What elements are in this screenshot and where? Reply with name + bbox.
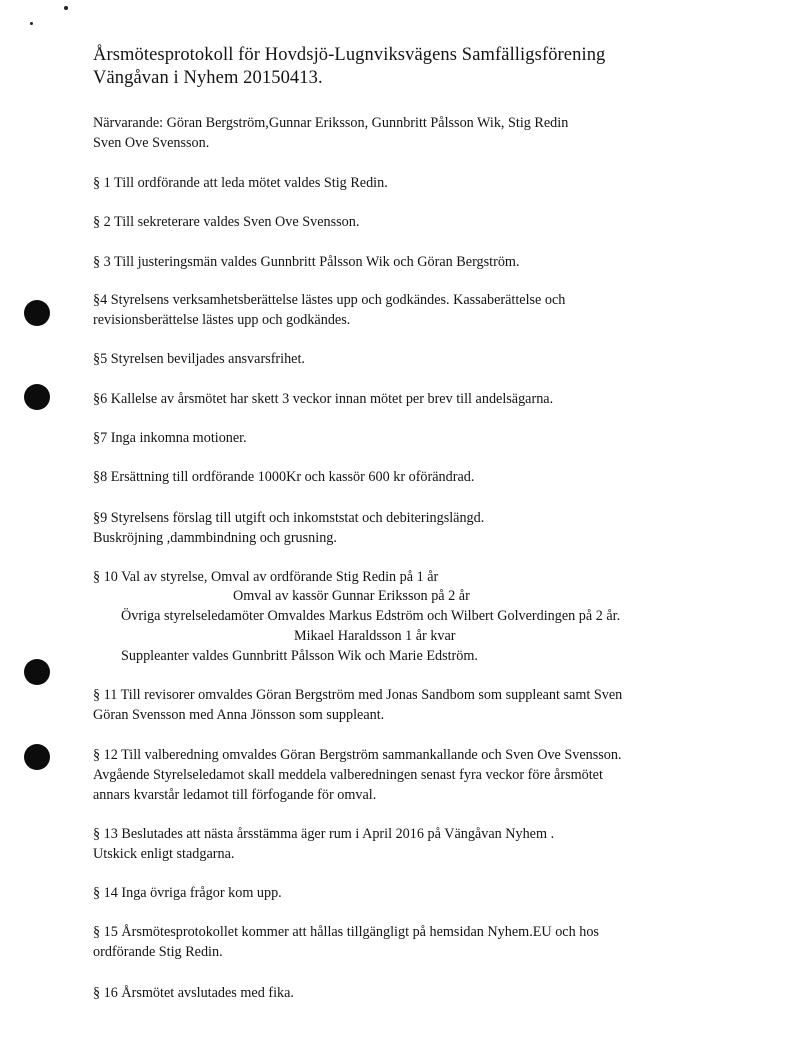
paragraph-7: §7 Inga inkomna motioner. [93, 430, 247, 446]
paragraph-9-line-2: Buskröjning ,dammbindning och grusning. [93, 530, 337, 546]
attendees-line-2: Sven Ove Svensson. [93, 135, 210, 151]
scan-speck [30, 22, 33, 25]
paragraph-12-line-3: annars kvarstår ledamot till förfogande för omval. [93, 787, 377, 803]
paragraph-15-line-1: § 15 Årsmötesprotokollet kommer att hållas tillgängligt på hemsidan Nyhem.EU och hos [93, 924, 599, 940]
paragraph-9-line-1: §9 Styrelsens förslag till utgift och inkomststat och debiteringslängd. [93, 510, 485, 526]
title-line-1: Årsmötesprotokoll för Hovdsjö-Lugnviksvägens Samfälligsförening [93, 45, 606, 65]
paragraph-16: § 16 Årsmötet avslutades med fika. [93, 985, 294, 1001]
scan-speck [64, 6, 68, 10]
paragraph-4-line-1: §4 Styrelsens verksamhetsberättelse lästes upp och godkändes. Kassaberättelse och [93, 292, 566, 308]
paragraph-13-line-2: Utskick enligt stadgarna. [93, 846, 235, 862]
paragraph-12-line-1: § 12 Till valberedning omvaldes Göran Bergström sammankallande och Sven Ove Svensson. [93, 747, 622, 763]
paragraph-10-line-2: Omval av kassör Gunnar Eriksson på 2 år [233, 588, 470, 604]
paragraph-10-line-5: Suppleanter valdes Gunnbritt Pålsson Wik och Marie Edström. [121, 648, 478, 664]
paragraph-10-line-1: § 10 Val av styrelse, Omval av ordförande Stig Redin på 1 år [93, 569, 439, 585]
title-line-2: Vängåvan i Nyhem 20150413. [93, 68, 323, 88]
document-title [93, 44, 605, 90]
paragraph-12-line-2: Avgående Styrelseledamot skall meddela valberedningen senast fyra veckor före årsmötet [93, 767, 603, 783]
paragraph-10-line-4: Mikael Haraldsson 1 år kvar [294, 628, 456, 644]
paragraph-13-line-1: § 13 Beslutades att nästa årsstämma äger rum i April 2016 på Vängåvan Nyhem . [93, 826, 555, 842]
paragraph-8: §8 Ersättning till ordförande 1000Kr och kassör 600 kr oförändrad. [93, 469, 475, 485]
paragraph-11-line-2: Göran Svensson med Anna Jönsson som suppleant. [93, 707, 385, 723]
paragraph-14: § 14 Inga övriga frågor kom upp. [93, 885, 282, 901]
punch-hole [24, 744, 50, 770]
paragraph-11-line-1: § 11 Till revisorer omvaldes Göran Bergström med Jonas Sandbom som suppleant samt Sven [93, 687, 623, 703]
paragraph-6: §6 Kallelse av årsmötet har skett 3 veckor innan mötet per brev till andelsägarna. [93, 391, 554, 407]
punch-hole [24, 659, 50, 685]
paragraph-10-line-3: Övriga styrelseledamöter Omvaldes Markus Edström och Wilbert Golverdingen på 2 år. [121, 608, 621, 624]
paragraph-2: § 2 Till sekreterare valdes Sven Ove Svensson. [93, 214, 360, 230]
paragraph-3: § 3 Till justeringsmän valdes Gunnbritt Pålsson Wik och Göran Bergström. [93, 254, 520, 270]
punch-hole [24, 300, 50, 326]
attendees-line-1: Närvarande: Göran Bergström,Gunnar Eriksson, Gunnbritt Pålsson Wik, Stig Redin [93, 115, 569, 131]
punch-hole [24, 384, 50, 410]
paragraph-4-line-2: revisionsberättelse lästes upp och godkändes. [93, 312, 351, 328]
paragraph-5: §5 Styrelsen beviljades ansvarsfrihet. [93, 351, 305, 367]
paragraph-1: § 1 Till ordförande att leda mötet valdes Stig Redin. [93, 175, 388, 191]
paragraph-15-line-2: ordförande Stig Redin. [93, 944, 223, 960]
